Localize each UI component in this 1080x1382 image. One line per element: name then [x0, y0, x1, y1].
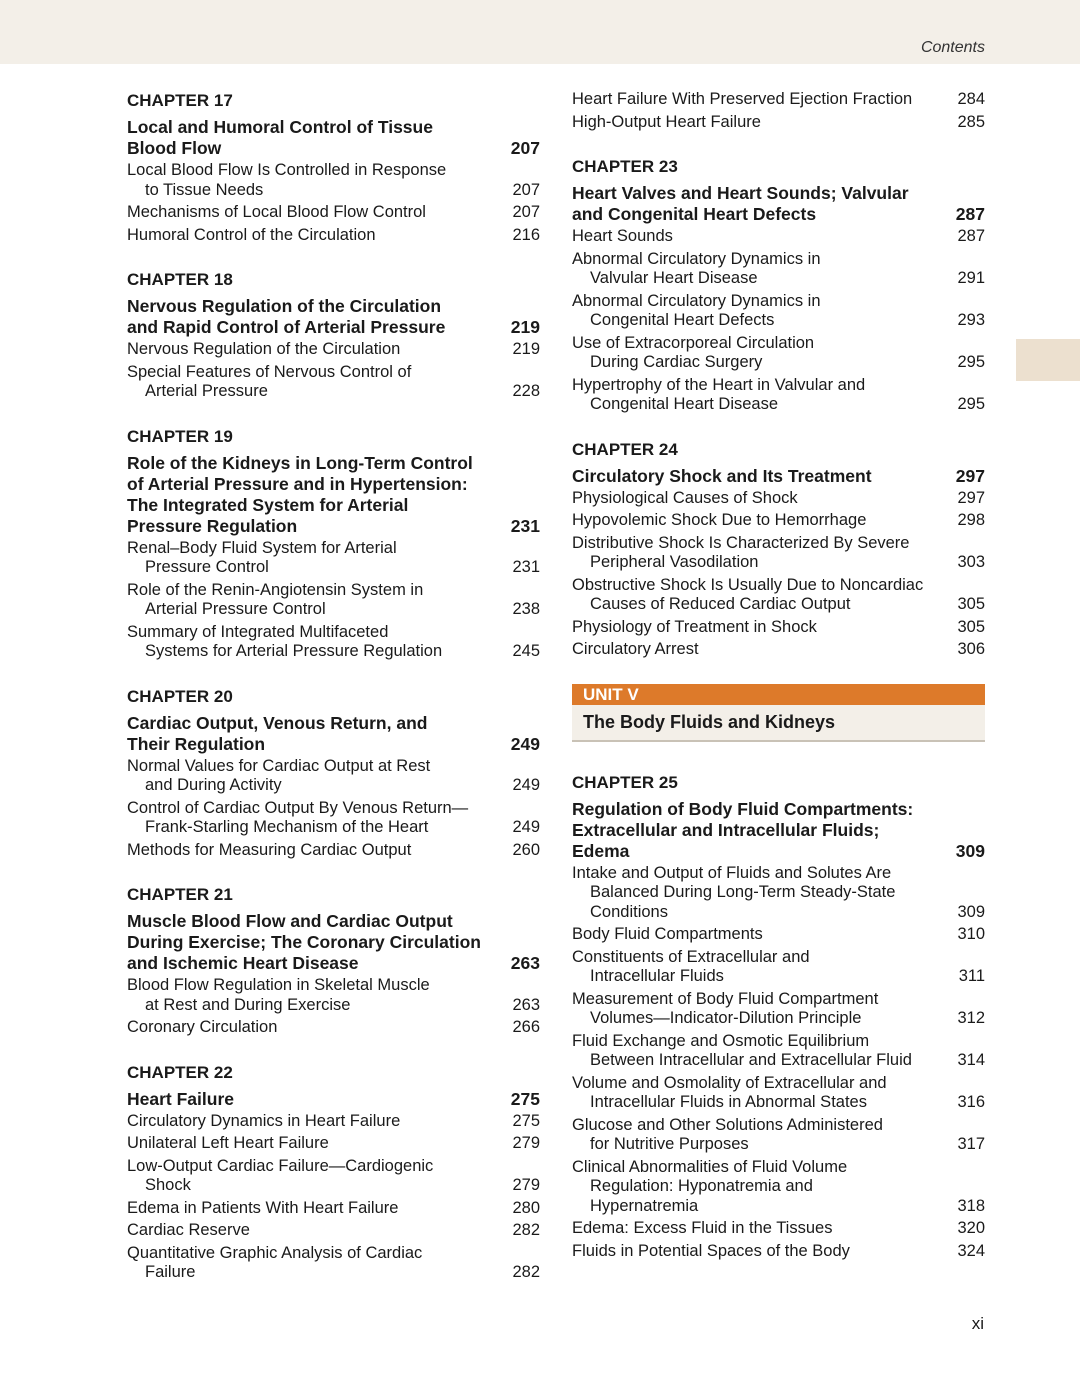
page-number-ref: 279	[512, 1134, 540, 1152]
toc-entry-text	[127, 161, 500, 200]
toc-entry	[127, 623, 540, 662]
chapter-title-text	[127, 911, 500, 974]
toc-entry-text	[127, 203, 500, 223]
toc-entry-text	[572, 376, 945, 415]
toc-entry	[572, 925, 985, 945]
toc-line: and Congenital Heart Defects	[572, 204, 817, 224]
page-number-ref: 287	[955, 204, 985, 224]
toc-entry	[572, 489, 985, 509]
page-number-ref: 306	[957, 640, 985, 658]
toc-line: at Rest and During Exercise	[145, 995, 351, 1014]
toc-line: Hypertrophy of the Heart in Valvular and	[572, 375, 866, 394]
chapter-title-text	[572, 183, 945, 225]
toc-line: Arterial Pressure	[145, 382, 268, 400]
toc-entry	[572, 1219, 985, 1239]
page-number-ref: 228	[512, 382, 540, 400]
toc-entry-text	[572, 511, 945, 531]
toc-line: Role of the Kidneys in Long-Term Control	[127, 452, 473, 473]
chapter-block	[572, 772, 985, 1262]
toc-line: Edema	[572, 840, 630, 861]
toc-line: During Exercise; The Coronary Circulation	[127, 932, 481, 952]
toc-line: Local and Humoral Control of Tissue	[127, 117, 433, 137]
toc-line: Physiology of Treatment in Shock	[572, 617, 817, 636]
page-number-ref: 309	[955, 840, 985, 861]
toc-line: Peripheral Vasodilation	[590, 553, 759, 571]
toc-entry	[127, 1244, 540, 1283]
toc-line: Between Intracellular and Extracellular Fluid	[590, 1051, 912, 1069]
toc-line: Arterial Pressure Control	[145, 600, 326, 618]
page-number-ref: 298	[957, 511, 985, 529]
chapter-title	[572, 466, 985, 487]
page-number-ref: 249	[512, 818, 540, 836]
toc-entry	[127, 757, 540, 796]
chapter-block	[572, 439, 985, 660]
page-number-ref: 316	[957, 1093, 985, 1111]
toc-line: Blood Flow	[127, 138, 222, 158]
toc-entry-text	[572, 334, 945, 373]
toc-entry	[127, 226, 540, 246]
toc-entry-text	[572, 1074, 945, 1113]
chapter-title	[127, 296, 540, 338]
toc-line: Use of Extracorporeal Circulation	[572, 333, 815, 352]
chapter-block	[127, 269, 540, 402]
toc-line: Valvular Heart Disease	[590, 269, 758, 287]
toc-entry	[127, 161, 540, 200]
page-number-ref: 219	[512, 340, 540, 358]
toc-entry	[572, 576, 985, 615]
chapter-block	[127, 426, 540, 662]
toc-line: Regulation: Hyponatremia and	[590, 1177, 813, 1195]
toc-line: Summary of Integrated Multifaceted	[127, 622, 389, 641]
toc-entry-text	[127, 539, 500, 578]
chapter-label: CHAPTER 23	[572, 157, 678, 176]
page-number-ref: 275	[512, 1111, 540, 1130]
toc-line: Pressure Regulation	[127, 515, 298, 536]
chapter-label: CHAPTER 24	[572, 439, 678, 459]
page-number-ref: 275	[510, 1088, 540, 1109]
page-number-ref: 297	[957, 488, 985, 507]
chapter-title	[127, 713, 540, 755]
toc-line: Causes of Reduced Cardiac Output	[590, 595, 851, 613]
toc-entry	[572, 864, 985, 923]
toc-entry	[572, 1074, 985, 1113]
page-number-ref: 324	[957, 1241, 985, 1260]
toc-line: High-Output Heart Failure	[572, 112, 761, 131]
toc-line: Low-Output Cardiac Failure—Cardiogenic	[127, 1156, 434, 1175]
chapter-title-text	[127, 117, 500, 159]
toc-entry	[127, 799, 540, 838]
toc-entry-text	[127, 1244, 500, 1283]
page-number-ref: 320	[957, 1219, 985, 1237]
chapter-block	[127, 90, 540, 245]
toc-line: Distributive Shock Is Characterized By Severe	[572, 533, 910, 552]
toc-line: Coronary Circulation	[127, 1018, 278, 1036]
toc-line: Nervous Regulation of the Circulation	[127, 340, 401, 358]
toc-line: Circulatory Arrest	[572, 640, 699, 658]
toc-line: Abnormal Circulatory Dynamics in	[572, 249, 821, 268]
toc-entry-text	[572, 534, 945, 573]
toc-entry	[127, 340, 540, 360]
toc-line: Unilateral Left Heart Failure	[127, 1134, 329, 1152]
chapter-title-text	[572, 466, 945, 487]
page-number-ref: 310	[957, 925, 985, 943]
page-number-ref: 287	[957, 227, 985, 245]
toc-line: Hypovolemic Shock Due to Hemorrhage	[572, 511, 867, 529]
toc-line: Cardiac Reserve	[127, 1221, 250, 1239]
toc-line: and During Activity	[145, 776, 282, 794]
page-number-ref: 207	[510, 138, 540, 158]
toc-entry	[572, 1116, 985, 1155]
toc-line: and Rapid Control of Arterial Pressure	[127, 317, 446, 337]
toc-line: Edema: Excess Fluid in the Tissues	[572, 1219, 833, 1237]
page-number-ref: 219	[510, 317, 540, 337]
carryover-entries	[572, 90, 985, 132]
page-number-ref: 311	[958, 967, 985, 985]
unit-banner	[572, 684, 985, 742]
toc-entry-text	[572, 489, 945, 509]
chapter-title	[572, 799, 985, 862]
page-number-ref: 293	[957, 311, 985, 329]
page-number-ref: 303	[957, 553, 985, 571]
toc-entry-text	[572, 948, 945, 987]
chapter-label: CHAPTER 22	[127, 1062, 233, 1082]
toc-entry	[127, 976, 540, 1015]
toc-line: Methods for Measuring Cardiac Output	[127, 840, 412, 859]
toc-entry-text	[572, 1158, 945, 1217]
toc-line: Balanced During Long-Term Steady-State	[590, 883, 896, 901]
toc-entry-text	[127, 757, 500, 796]
page-number-ref: 249	[512, 776, 540, 794]
toc-entry	[572, 618, 985, 638]
running-head: Contents	[920, 39, 985, 56]
toc-entry-text	[572, 576, 945, 615]
toc-line: Blood Flow Regulation in Skeletal Muscle	[127, 976, 430, 994]
chapter-label: CHAPTER 17	[127, 91, 233, 110]
toc-entry-text	[127, 976, 500, 1015]
toc-entry	[127, 203, 540, 223]
toc-line: Role of the Renin-Angiotensin System in	[127, 580, 424, 599]
toc-line: to Tissue Needs	[145, 180, 264, 199]
toc-line: Circulatory Shock and Its Treatment	[572, 465, 872, 486]
toc-entry	[572, 1242, 985, 1262]
toc-line: Intracellular Fluids in Abnormal States	[590, 1093, 867, 1111]
toc-line: Shock	[145, 1176, 191, 1194]
toc-line: Measurement of Body Fluid Compartment	[572, 989, 879, 1008]
chapter-title	[127, 453, 540, 537]
page-number-ref: 282	[512, 1263, 540, 1281]
toc-line: Their Regulation	[127, 733, 266, 754]
section-thumb-tab	[1016, 339, 1080, 381]
page-number-ref: 284	[957, 90, 985, 108]
chapter-title-text	[127, 713, 500, 755]
toc-entry-text	[127, 581, 500, 620]
toc-line: Volume and Osmolality of Extracellular and	[572, 1073, 887, 1092]
toc-entry-text	[572, 1032, 945, 1071]
toc-line: Hypernatremia	[590, 1196, 699, 1215]
toc-entry-text	[127, 363, 500, 402]
toc-entry	[127, 1221, 540, 1241]
page-number-ref: 231	[512, 558, 540, 576]
page-number-ref: 207	[512, 203, 540, 221]
page-number-ref: 285	[957, 112, 985, 131]
page-number-ref: 231	[510, 515, 540, 536]
toc-line: Clinical Abnormalities of Fluid Volume	[572, 1157, 848, 1176]
chapter-label: CHAPTER 20	[127, 686, 233, 706]
unit-label: UNIT V	[572, 684, 985, 705]
toc-line: Intracellular Fluids	[590, 967, 724, 985]
toc-entry-text	[572, 990, 945, 1029]
toc-line: The Integrated System for Arterial	[127, 494, 409, 515]
toc-line: Constituents of Extracellular and	[572, 947, 810, 966]
toc-entry	[127, 1018, 540, 1038]
toc-line: for Nutritive Purposes	[590, 1135, 749, 1153]
toc-line: Normal Values for Cardiac Output at Rest	[127, 756, 431, 775]
toc-line: Renal–Body Fluid System for Arterial	[127, 538, 397, 557]
page-number-ref: 309	[957, 902, 985, 921]
toc-entry	[572, 1032, 985, 1071]
toc-line: Physiological Causes of Shock	[572, 488, 798, 507]
toc-line: Intake and Output of Fluids and Solutes Are	[572, 863, 892, 882]
chapter-title-text	[127, 453, 500, 537]
chapter-label: CHAPTER 25	[572, 772, 678, 792]
page-number-ref: 291	[957, 269, 985, 287]
toc-entry-text	[572, 292, 945, 331]
toc-entry-text	[127, 1018, 500, 1038]
toc-right-column	[572, 90, 985, 1285]
toc-line: Quantitative Graphic Analysis of Cardiac	[127, 1243, 423, 1262]
toc-entry-text	[572, 1242, 945, 1262]
toc-line: Heart Valves and Heart Sounds; Valvular	[572, 183, 909, 203]
page-number-ref: 295	[957, 395, 985, 413]
toc-entry	[572, 376, 985, 415]
toc-entry-text	[127, 340, 500, 360]
toc-left-column	[127, 90, 540, 1307]
toc-entry-text	[127, 226, 500, 246]
page-number-ref: 238	[512, 600, 540, 618]
toc-line: Extracellular and Intracellular Fluids;	[572, 819, 880, 840]
page-number-ref: 263	[512, 995, 540, 1014]
toc-line: Frank-Starling Mechanism of the Heart	[145, 818, 429, 836]
toc-entry	[127, 581, 540, 620]
toc-line: During Cardiac Surgery	[590, 353, 763, 371]
page-number-ref: 295	[957, 353, 985, 371]
toc-line: Cardiac Output, Venous Return, and	[127, 712, 428, 733]
toc-line: of Arterial Pressure and in Hypertension:	[127, 473, 468, 494]
toc-line: Body Fluid Compartments	[572, 925, 763, 943]
toc-line: Fluid Exchange and Osmotic Equilibrium	[572, 1031, 870, 1050]
toc-entry	[572, 948, 985, 987]
chapter-label: CHAPTER 19	[127, 426, 233, 446]
chapter-title	[127, 911, 540, 974]
toc-line: Pressure Control	[145, 558, 269, 576]
page-number-ref: 282	[512, 1221, 540, 1239]
page-number-ref: 317	[957, 1135, 985, 1153]
page-number-ref: 207	[512, 180, 540, 199]
toc-entry-text	[572, 618, 945, 638]
toc-entry	[572, 534, 985, 573]
page-number-ref: 279	[512, 1176, 540, 1194]
toc-entry-text	[127, 799, 500, 838]
chapter-title-text	[127, 1089, 500, 1110]
page-number-ref: 263	[510, 953, 540, 973]
toc-entry	[127, 1134, 540, 1154]
toc-entry	[572, 1158, 985, 1217]
toc-line: Regulation of Body Fluid Compartments:	[572, 798, 914, 819]
toc-entry-text	[127, 1157, 500, 1196]
toc-line: Control of Cardiac Output By Venous Return—	[127, 798, 469, 817]
page-number-ref: 305	[957, 617, 985, 636]
page-header-band	[0, 0, 1080, 64]
chapter-label: CHAPTER 18	[127, 270, 233, 289]
toc-line: Volumes—Indicator-Dilution Principle	[590, 1009, 862, 1027]
toc-line: and Ischemic Heart Disease	[127, 953, 359, 973]
page-number: xi	[971, 1314, 984, 1333]
page-number-ref: 266	[512, 1018, 540, 1036]
toc-entry	[127, 1199, 540, 1219]
toc-line: Heart Failure	[127, 1088, 234, 1109]
chapter-title-text	[127, 296, 500, 338]
toc-entry-text	[572, 90, 945, 110]
toc-entry-text	[572, 925, 945, 945]
chapter-title-text	[572, 799, 945, 862]
toc-entry-text	[127, 1199, 500, 1219]
toc-line: Failure	[145, 1263, 196, 1281]
chapter-title	[127, 1089, 540, 1110]
page-number-ref: 314	[957, 1051, 985, 1069]
toc-line: Congenital Heart Defects	[590, 311, 775, 329]
toc-entry	[127, 1112, 540, 1132]
toc-line: Congenital Heart Disease	[590, 395, 779, 413]
toc-entry	[572, 334, 985, 373]
toc-entry	[572, 511, 985, 531]
chapter-block	[572, 156, 985, 415]
page-number-ref: 318	[957, 1196, 985, 1215]
toc-line: Local Blood Flow Is Controlled in Response	[127, 161, 447, 179]
toc-entry-text	[127, 1112, 500, 1132]
toc-line: Circulatory Dynamics in Heart Failure	[127, 1111, 401, 1130]
toc-entry-text	[572, 227, 945, 247]
toc-entry-text	[572, 250, 945, 289]
toc-entry-text	[127, 623, 500, 662]
toc-entry	[572, 227, 985, 247]
toc-line: Glucose and Other Solutions Administered	[572, 1115, 883, 1134]
toc-line: Heart Failure With Preserved Ejection Fraction	[572, 90, 913, 108]
toc-entry-text	[572, 864, 945, 923]
page-number-ref: 245	[512, 642, 540, 660]
unit-title: The Body Fluids and Kidneys	[572, 705, 985, 742]
toc-entry	[572, 90, 985, 110]
toc-entry-text	[572, 113, 945, 133]
page-number-ref: 312	[957, 1009, 985, 1027]
toc-entry	[572, 250, 985, 289]
toc-entry	[572, 990, 985, 1029]
toc-line: Systems for Arterial Pressure Regulation	[145, 642, 443, 660]
toc-line: Special Features of Nervous Control of	[127, 362, 412, 381]
page-number-ref: 305	[957, 595, 985, 613]
toc-line: Heart Sounds	[572, 227, 673, 245]
toc-entry-text	[572, 640, 945, 660]
chapter-title	[572, 183, 985, 225]
toc-entry	[127, 1157, 540, 1196]
toc-line: Humoral Control of the Circulation	[127, 225, 376, 244]
chapter-title	[127, 117, 540, 159]
page-number-ref: 280	[512, 1198, 540, 1217]
toc-entry-text	[127, 1134, 500, 1154]
toc-line: Nervous Regulation of the Circulation	[127, 296, 442, 316]
toc-line: Fluids in Potential Spaces of the Body	[572, 1241, 850, 1260]
toc-entry	[127, 539, 540, 578]
toc-line: Mechanisms of Local Blood Flow Control	[127, 203, 426, 221]
page-number-ref: 216	[512, 225, 540, 244]
chapter-label: CHAPTER 21	[127, 885, 233, 904]
page-number-ref: 249	[510, 733, 540, 754]
page-number-ref: 297	[955, 465, 985, 486]
toc-entry	[572, 113, 985, 133]
toc-line: Obstructive Shock Is Usually Due to Noncardiac	[572, 575, 924, 594]
chapter-block	[127, 1062, 540, 1283]
toc-entry	[127, 841, 540, 861]
toc-entry-text	[572, 1116, 945, 1155]
toc-line: Edema in Patients With Heart Failure	[127, 1198, 399, 1217]
toc-line: Conditions	[590, 902, 668, 921]
chapter-block	[127, 686, 540, 861]
chapter-block	[127, 884, 540, 1038]
page-number-ref: 260	[512, 840, 540, 859]
toc-line: Muscle Blood Flow and Cardiac Output	[127, 911, 453, 931]
toc-entry	[572, 292, 985, 331]
toc-line: Abnormal Circulatory Dynamics in	[572, 291, 821, 310]
toc-entry-text	[127, 841, 500, 861]
toc-entry	[572, 640, 985, 660]
toc-entry-text	[572, 1219, 945, 1239]
toc-entry-text	[127, 1221, 500, 1241]
toc-entry	[127, 363, 540, 402]
